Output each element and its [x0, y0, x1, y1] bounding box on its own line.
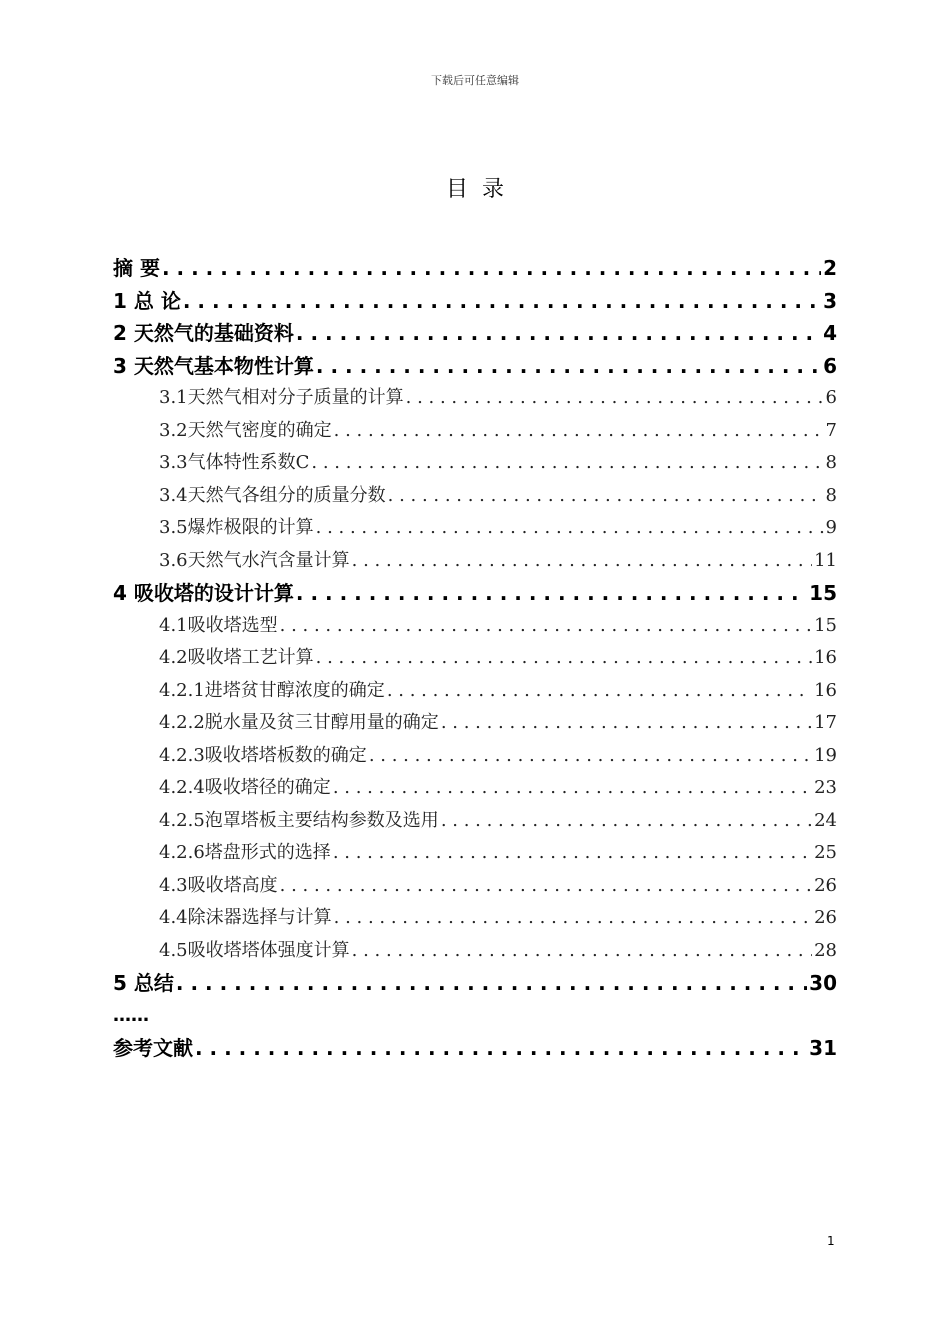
toc-leader-dots [183, 285, 821, 318]
toc-entry-chapter-1[interactable] [113, 285, 837, 318]
toc-leader-dots [441, 805, 812, 838]
toc-leader-dots [387, 675, 812, 708]
toc-entry-chapter-4[interactable] [113, 577, 837, 610]
toc-leader-dots [311, 447, 823, 480]
toc-leader-dots [280, 610, 812, 643]
toc-entry-4-2-1[interactable] [113, 675, 837, 708]
toc-entry-page: 26 [814, 907, 837, 928]
toc-entry-label: 1 总 论 [113, 288, 181, 313]
toc-leader-dots [333, 837, 812, 870]
toc-leader-dots [334, 415, 824, 448]
toc-entry-4-2-6[interactable] [113, 837, 837, 870]
toc-leader-dots [388, 480, 824, 513]
toc-entry-page: 15 [814, 614, 837, 636]
toc-entry-label: 4 吸收塔的设计计算 [113, 581, 294, 605]
toc-entry-4-2[interactable] [113, 642, 837, 675]
toc-entry-4-5[interactable] [113, 935, 837, 968]
toc-entry-label: 4.2.3吸收塔塔板数的确定 [159, 744, 367, 766]
toc-entry-label: 4.2.4吸收塔径的确定 [159, 777, 331, 798]
toc-entry-page: 31 [809, 1036, 837, 1060]
toc-entry-3-4[interactable] [113, 480, 837, 513]
toc-entry-page: 16 [814, 679, 837, 701]
toc-entry-label: 3.1天然气相对分子质量的计算 [159, 387, 404, 408]
toc-leader-dots [333, 772, 812, 805]
table-of-contents [113, 252, 837, 1065]
toc-leader-dots [352, 545, 812, 578]
toc-entry-label: 4.2.5泡罩塔板主要结构参数及选用 [159, 809, 439, 831]
toc-entry-page: 23 [814, 777, 837, 798]
toc-entry-label: 参考文献 [113, 1036, 193, 1060]
toc-entry-label: 3.5爆炸极限的计算 [159, 517, 314, 538]
toc-entry-4-2-3[interactable] [113, 740, 837, 773]
toc-entry-label: 4.2.6塔盘形式的选择 [159, 842, 331, 863]
toc-entry-page: 7 [825, 419, 837, 441]
toc-ellipsis: …… [113, 1004, 149, 1026]
toc-entry-chapter-3[interactable] [113, 350, 837, 383]
toc-entry-page: 25 [814, 842, 837, 863]
toc-leader-dots [406, 382, 824, 415]
toc-leader-dots [296, 317, 821, 350]
toc-entry-4-3[interactable] [113, 870, 837, 903]
toc-leader-dots [334, 902, 812, 935]
toc-entry-label: 5 总结 [113, 971, 174, 995]
toc-entry-page: 3 [823, 288, 837, 313]
toc-leader-dots [352, 935, 812, 968]
toc-entry-page: 15 [809, 581, 837, 605]
toc-entry-label: 3 天然气基本物性计算 [113, 353, 314, 378]
toc-leader-dots [195, 1032, 807, 1065]
toc-entry-label: 4.4除沫器选择与计算 [159, 907, 332, 928]
toc-entry-label: 4.5吸收塔塔体强度计算 [159, 939, 350, 961]
toc-entry-page: 24 [814, 809, 837, 831]
toc-leader-dots [316, 512, 824, 545]
toc-entry-3-3[interactable] [113, 447, 837, 480]
toc-entry-page: 19 [814, 744, 837, 766]
toc-entry-page: 9 [825, 517, 837, 538]
toc-entry-references[interactable] [113, 1032, 837, 1065]
toc-entry-page: 6 [825, 387, 837, 408]
toc-entry-page: 16 [814, 647, 837, 668]
toc-entry-label: 4.2吸收塔工艺计算 [159, 647, 314, 668]
toc-entry-page: 8 [825, 452, 837, 473]
toc-entry-3-5[interactable] [113, 512, 837, 545]
page-header-note: 下载后可任意编辑 [431, 74, 519, 87]
toc-entry-page: 6 [823, 353, 837, 378]
toc-leader-dots [316, 350, 821, 383]
toc-entry-4-4[interactable] [113, 902, 837, 935]
toc-entry-label: 3.2天然气密度的确定 [159, 419, 332, 441]
toc-entry-page: 17 [814, 712, 837, 733]
toc-entry-4-2-5[interactable] [113, 805, 837, 838]
toc-entry-label: 4.2.1进塔贫甘醇浓度的确定 [159, 679, 385, 701]
page-number: 1 [827, 1234, 835, 1248]
toc-leader-dots [369, 740, 812, 773]
toc-entry-3-6[interactable] [113, 545, 837, 578]
toc-leader-dots [176, 967, 807, 1000]
toc-entry-page: 8 [825, 484, 837, 506]
toc-entry-label: 3.6天然气水汽含量计算 [159, 549, 350, 571]
toc-entry-4-2-4[interactable] [113, 772, 837, 805]
toc-leader-dots [162, 252, 821, 285]
toc-entry-label: 3.4天然气各组分的质量分数 [159, 484, 386, 506]
toc-entry-page: 4 [823, 321, 837, 345]
toc-entry-label: 4.2.2脱水量及贫三甘醇用量的确定 [159, 712, 439, 733]
toc-leader-dots [441, 707, 812, 740]
toc-leader-dots [296, 577, 807, 610]
toc-entry-page: 28 [814, 939, 837, 961]
toc-entry-page: 26 [814, 874, 837, 896]
toc-entry-4-1[interactable] [113, 610, 837, 643]
toc-leader-dots [280, 870, 812, 903]
toc-entry-chapter-2[interactable] [113, 317, 837, 350]
toc-entry-label: 2 天然气的基础资料 [113, 321, 294, 345]
toc-entry-label: 3.3气体特性系数C [159, 452, 310, 473]
toc-entry-label: 4.3吸收塔高度 [159, 874, 278, 896]
toc-entry-page: 11 [814, 549, 837, 571]
toc-entry-3-1[interactable] [113, 382, 837, 415]
toc-entry-page: 30 [809, 971, 837, 995]
toc-entry-label: 4.1吸收塔选型 [159, 614, 278, 636]
toc-entry-chapter-5[interactable] [113, 967, 837, 1000]
toc-entry-page: 2 [823, 256, 837, 280]
toc-entry-3-2[interactable] [113, 415, 837, 448]
toc-title: 目录 [445, 177, 518, 202]
toc-entry-4-2-2[interactable] [113, 707, 837, 740]
toc-entry-label: 摘 要 [113, 256, 160, 280]
toc-entry-abstract[interactable] [113, 252, 837, 285]
toc-leader-dots [316, 642, 812, 675]
